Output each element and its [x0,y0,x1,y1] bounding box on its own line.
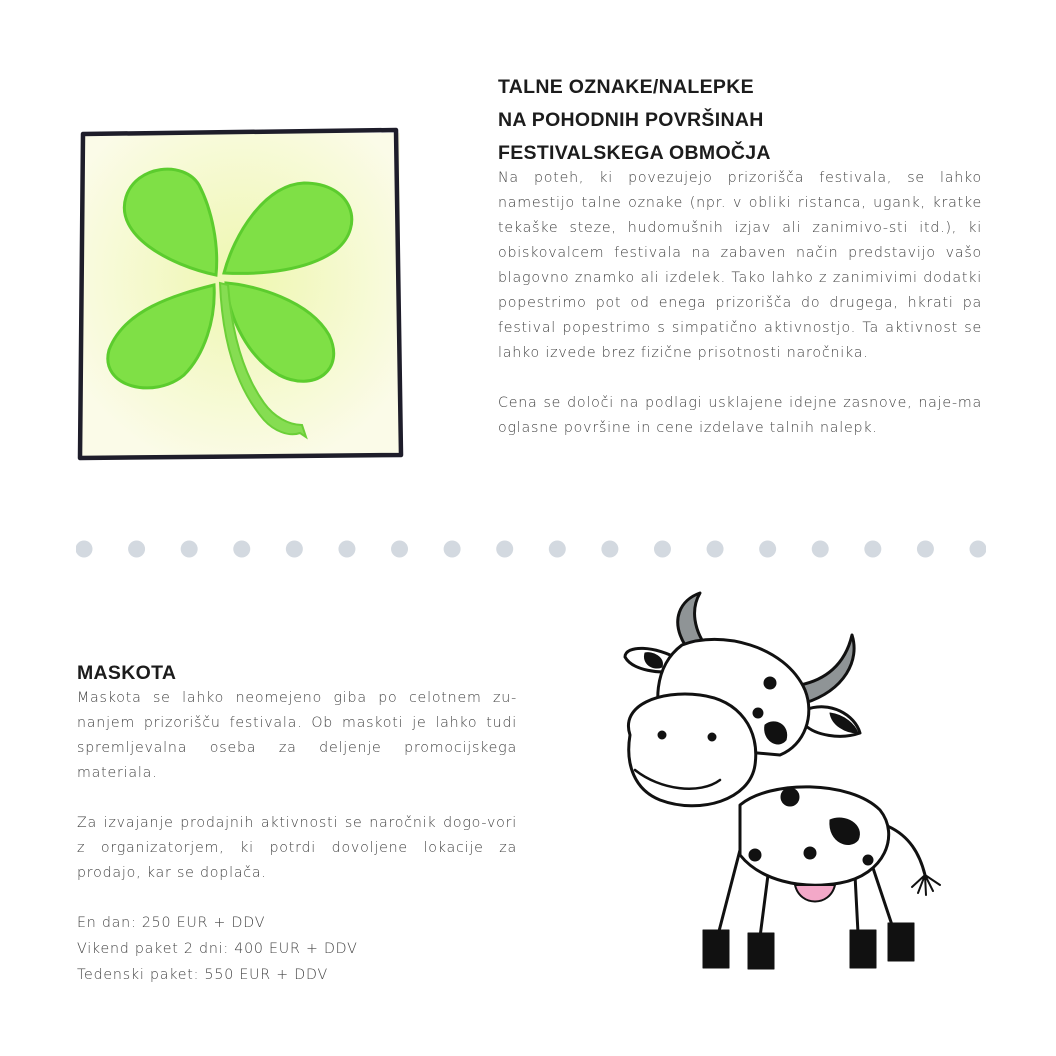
divider-dot [654,541,671,558]
divider-dot [864,541,881,558]
paragraph: Za izvajanje prodajnih aktivnosti se naročnik dogo-vori z organizatorjem, ki potrdi dovoljene lokacije za prodajo, kar se doplača. [77,815,517,881]
divider-dot [338,541,355,558]
mascot-description [77,686,517,886]
paragraph: Maskota se lahko neomejeno giba po celotnem zu-nanjem prizorišču festivala. Ob maskoti je lahko tudi spremljevalna oseba za deljenje promocijskega materiala. [77,690,517,781]
divider-dot [444,541,461,558]
divider-dot [707,541,724,558]
divider-dot [549,541,566,558]
divider-dot [128,541,145,558]
dotted-divider [76,540,986,558]
divider-dot [812,541,829,558]
divider-dot [759,541,776,558]
price-item: En dan: 250 EUR + DDV [77,915,266,931]
divider-dot [391,541,408,558]
price-item: Vikend paket 2 dni: 400 EUR + DDV [77,941,358,957]
heading-line: TALNE OZNAKE/NALEPKE [498,76,754,98]
price-list [77,910,358,988]
floor-stickers-description [498,166,982,441]
cow-mascot-icon [590,585,960,980]
divider-dot [233,541,250,558]
section-heading-mascot: MASKOTA [77,662,177,684]
four-leaf-clover-icon [74,125,410,465]
divider-dot [970,541,987,558]
divider-dot [286,541,303,558]
paragraph: Cena se določi na podlagi usklajene idejne zasnove, naje-ma oglasne površine in cene izdelave talnih nalepk. [498,395,982,436]
divider-dot [601,541,618,558]
divider-dot [181,541,198,558]
section-heading-floor-stickers [498,71,858,170]
divider-dot [76,541,93,558]
price-item: Tedenski paket: 550 EUR + DDV [77,967,328,983]
heading-line: FESTIVALSKEGA OBMOČJA [498,142,771,164]
divider-dot [917,541,934,558]
heading-line: NA POHODNIH POVRŠINAH [498,109,764,131]
paragraph: Na poteh, ki povezujejo prizorišča festivala, se lahko namestijo talne oznake (npr. v obliki ristanca, ugank, kratke tekaške steze, hudomušnih izjav ali zanimivo-sti itd.), ki obiskovalcem festivala na zabaven način predstavijo vašo blagovno znamko ali izdelek. Tako lahko z zanimivimi dodatki popestrimo pot od enega prizorišča do drugega, hkrati pa festival popestrimo s simpatično aktivnostjo. Ta aktivnost se lahko izvede brez fizične prisotnosti naročnika. [498,170,982,361]
divider-dot [496,541,513,558]
